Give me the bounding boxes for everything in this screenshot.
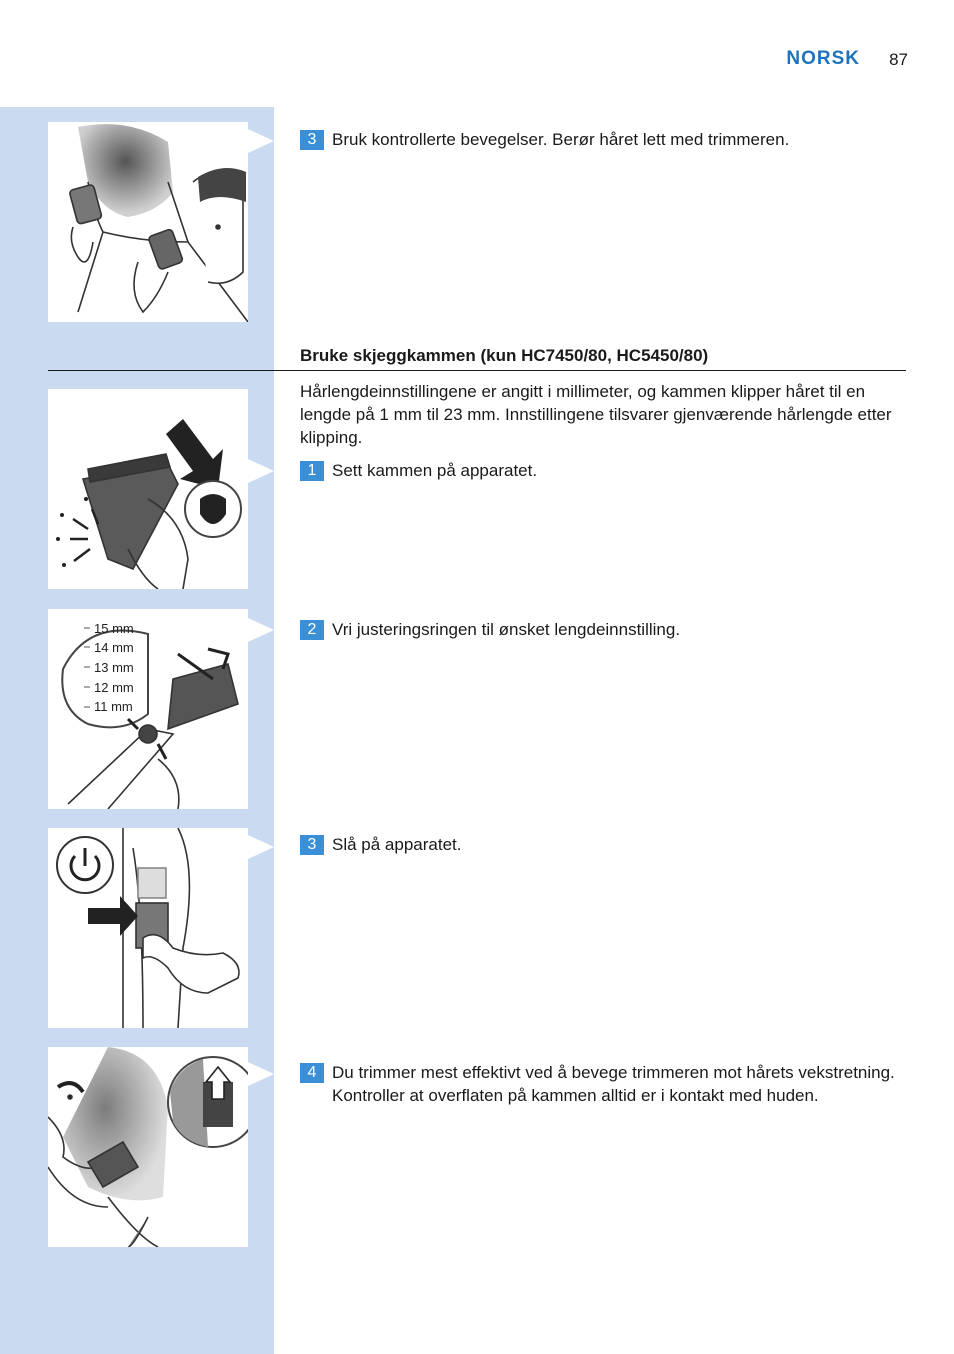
length-label: 11 mm [94, 699, 133, 714]
step-text: Du trimmer mest effektivt ved å bevege trimmeren mot hårets vekstretning. Kontroller at overflaten på kammen alltid er i kontakt med huden. [332, 1063, 895, 1105]
pointer-arrow [248, 459, 274, 483]
step-text: Vri justeringsringen til ønsket lengdeinnstilling. [332, 620, 681, 639]
pointer-arrow [248, 618, 274, 642]
pointer-arrow [248, 835, 274, 859]
step-text: Bruk kontrollerte bevegelser. Berør håret lett med trimmeren. [332, 130, 790, 149]
illustration-neck-trimming [48, 122, 248, 322]
length-label: 12 mm [94, 680, 134, 695]
section-intro: Hårlengdeinnstillingene er angitt i millimeter, og kammen klipper håret til en lengde på 1 mm til 23 mm. Innstillingene tilsvarer gjenværende hårlengde etter klipping. [300, 382, 892, 447]
step-number-badge: 2 [300, 620, 324, 640]
language-label: NORSK [786, 48, 860, 69]
section-divider [48, 370, 906, 371]
step-item [300, 460, 905, 483]
length-label: 14 mm [94, 640, 134, 655]
step-item [300, 834, 905, 857]
step-item [300, 1062, 905, 1107]
illustration-power-on [48, 828, 248, 1028]
illustration-beard-trimming [48, 1047, 248, 1247]
step-number-badge: 1 [300, 461, 324, 481]
step-item [300, 129, 905, 152]
length-label: 15 mm [94, 621, 134, 636]
pointer-arrow [248, 129, 274, 153]
page-number: 87 [889, 50, 908, 69]
length-label: 13 mm [94, 660, 134, 675]
step-text: Sett kammen på apparatet. [332, 461, 538, 480]
step-number-badge: 4 [300, 1063, 324, 1083]
illustration-length-setting [48, 609, 248, 809]
section-title: Bruke skjeggkammen (kun HC7450/80, HC5450/80) [300, 346, 709, 365]
illustration-attach-comb [48, 389, 248, 589]
pointer-arrow [248, 1062, 274, 1086]
step-number-badge: 3 [300, 130, 324, 150]
step-number-badge: 3 [300, 835, 324, 855]
step-item [300, 619, 905, 642]
step-text: Slå på apparatet. [332, 835, 462, 854]
